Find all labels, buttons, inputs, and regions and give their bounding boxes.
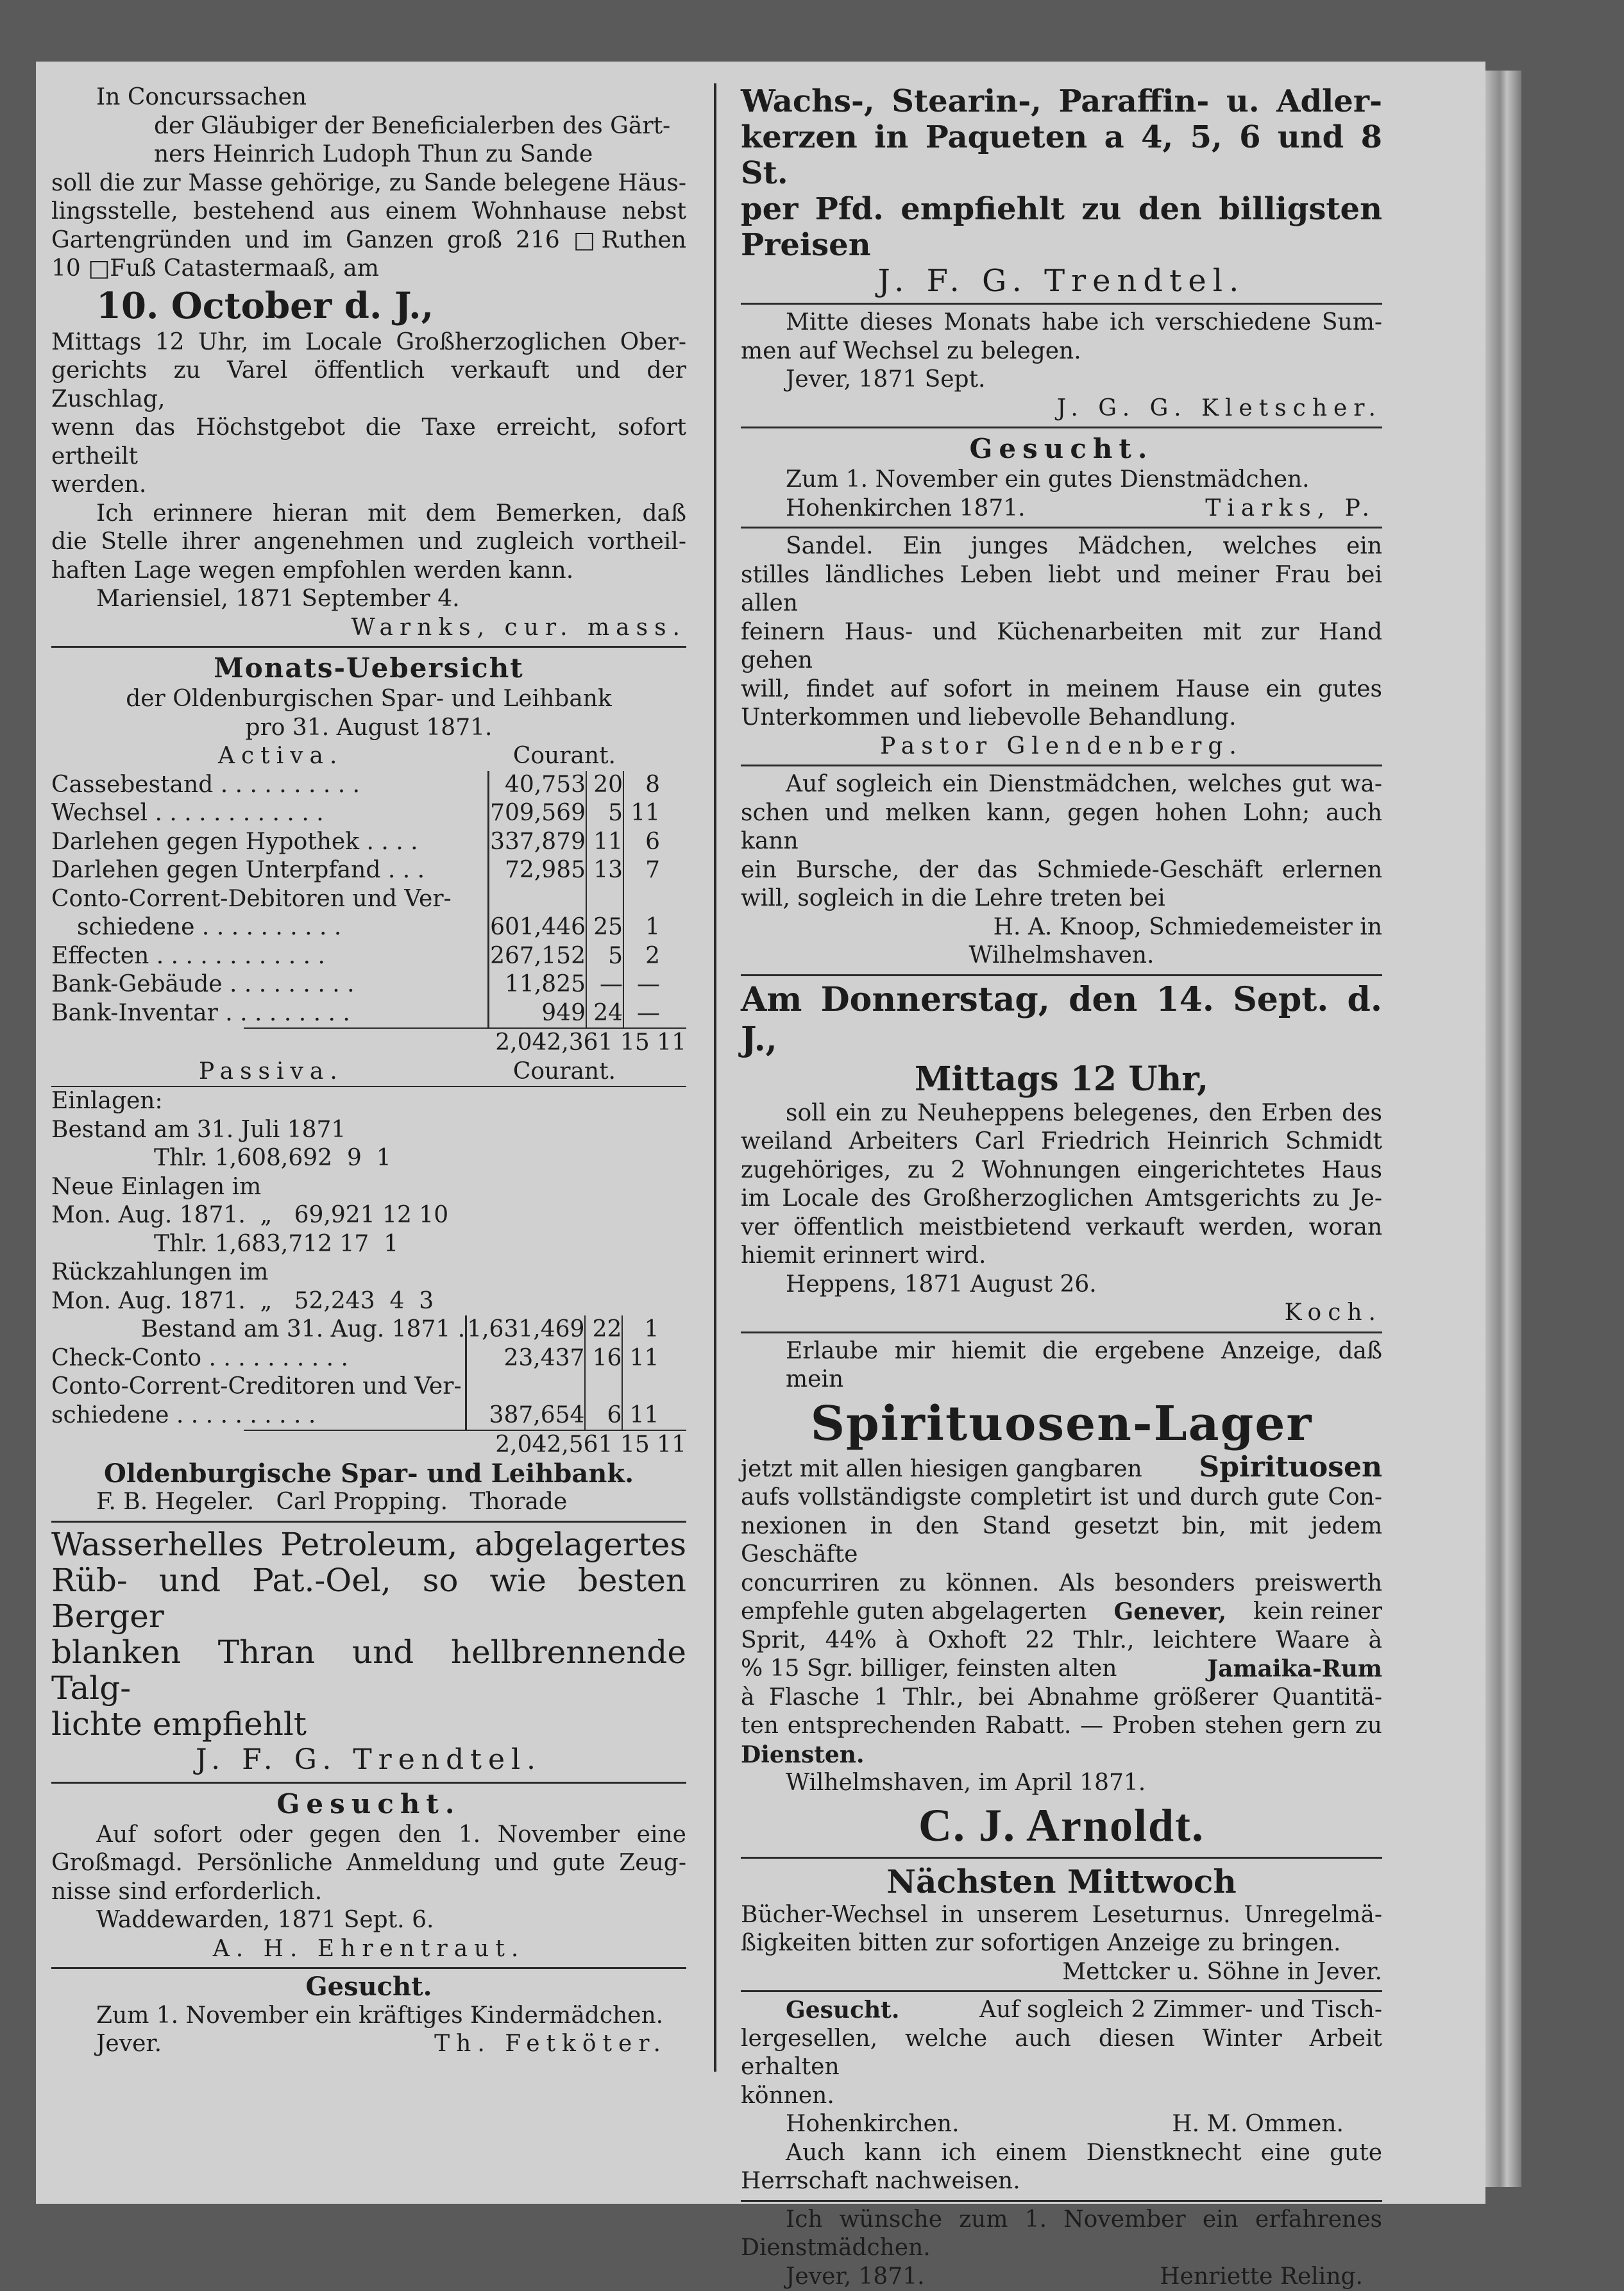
activa-heading: Activa. xyxy=(218,742,343,771)
table-row: Wechsel . . . . . . . . . . . . 709,569 5 11 xyxy=(51,799,660,828)
divider xyxy=(51,646,686,648)
text-line: ein Bursche, der das Schmiede-Geschäft erlernen xyxy=(741,856,1382,885)
text-line: Ich wünsche zum 1. November ein erfahrenes xyxy=(741,2206,1382,2235)
gesucht-ad-2 xyxy=(51,1973,686,2059)
courant-heading: Courant. xyxy=(513,1058,616,1086)
table-row: Bank-Inventar . . . . . . . . . 949 24 — xyxy=(51,999,660,1028)
table-row: Effecten . . . . . . . . . . . . 267,152 5 2 xyxy=(51,942,660,971)
divider xyxy=(741,1331,1382,1333)
text-line: Thlr. 1,683,712 17 1 xyxy=(51,1230,686,1259)
text-line: men auf Wechsel zu belegen. xyxy=(741,337,1382,366)
signers: F. B. Hegeler. Carl Propping. Thorade xyxy=(51,1488,686,1517)
signature: Th. Fetköter. xyxy=(434,2030,667,2059)
signature: H. A. Knoop, Schmiedemeister in xyxy=(741,913,1382,942)
left-column xyxy=(51,83,686,2059)
signature: J. F. G. Trendtel. xyxy=(741,263,1382,299)
text-line: der Gläubiger der Beneficialerben des Gärt- xyxy=(51,112,686,141)
divider xyxy=(741,2200,1382,2202)
sandel-ad xyxy=(741,532,1382,761)
column-divider xyxy=(714,83,716,2072)
text-line: Auf sofort oder gegen den 1. November eine xyxy=(51,1821,686,1850)
mittwoch-notice xyxy=(741,1863,1382,1987)
divider xyxy=(741,1990,1382,1992)
text-line: Auf sogleich 2 Zimmer- und Tisch- xyxy=(979,1996,1382,2025)
knoop-ad xyxy=(741,770,1382,970)
place-date: Mariensiel, 1871 September 4. xyxy=(51,585,686,614)
section-title: Gesucht. xyxy=(741,432,1382,466)
divider xyxy=(741,1857,1382,1859)
text-line: concurriren zu können. Als besonders preiswerth xyxy=(741,1569,1382,1598)
text-line: lingsstelle, bestehend aus einem Wohnhause nebst xyxy=(51,198,686,226)
table-row: Conto-Corrent-Debitoren und Ver- xyxy=(51,885,660,914)
text-line: Einlagen: xyxy=(51,1087,686,1116)
signature: Pastor Glendenberg. xyxy=(741,732,1382,761)
text-line: Auf sogleich ein Dienstmädchen, welches gut wa- xyxy=(741,770,1382,799)
text-line: können. xyxy=(741,2082,1382,2111)
text-line: blanken Thran und hellbrennende Talg- xyxy=(51,1634,686,1706)
text-line: Rückzahlungen im xyxy=(51,1258,686,1287)
table-row: Bank-Gebäude . . . . . . . . . 11,825 — — xyxy=(51,970,660,999)
right-column xyxy=(741,83,1382,2291)
text-line: die Stelle ihrer angenehmen und zugleich vortheil- xyxy=(51,528,686,557)
subtitle: pro 31. August 1871. xyxy=(51,714,686,743)
mitte-notice xyxy=(741,309,1382,423)
place-date: Wilhelmshaven, im April 1871. xyxy=(741,1769,1382,1798)
text-line: aufs vollständigste completirt ist und durch gute Con- xyxy=(741,1484,1382,1512)
signature: A. H. Ehrentraut. xyxy=(51,1935,686,1964)
divider xyxy=(51,1782,686,1784)
place-date: Jever, 1871 Sept. xyxy=(741,366,1382,394)
text-line: soll ein zu Neuheppens belegenes, den Erben des xyxy=(741,1099,1382,1128)
monats-uebersicht xyxy=(51,652,686,1517)
auction-date: 10. October d. J., xyxy=(51,283,686,328)
section-title: Monats-Uebersicht xyxy=(51,652,686,685)
passiva-table xyxy=(51,1315,659,1430)
section-title: Gesucht. xyxy=(51,1788,686,1821)
text-line: Neue Einlagen im xyxy=(51,1173,686,1202)
text-line: Wasserhelles Petroleum, abgelagertes xyxy=(51,1526,686,1562)
text-line: ver öffentlich meistbietend verkauft werden, woran xyxy=(741,1213,1382,1242)
text-line: kein reiner xyxy=(1253,1598,1382,1627)
section-title: Gesucht. xyxy=(51,1973,686,2002)
text-line: Erlaube mir hiemit die ergebene Anzeige, daß mein xyxy=(741,1337,1382,1394)
text-line: Sprit, 44% à Oxhoft 22 Thlr., leichtere Waare à xyxy=(741,1627,1382,1655)
petroleum-ad xyxy=(51,1526,686,1778)
place-date: Jever, 1871. xyxy=(786,2263,925,2291)
signature: Henriette Reling. xyxy=(1160,2263,1363,2291)
text-line: wenn das Höchstgebot die Taxe erreicht, sofort ertheilt xyxy=(51,414,686,471)
gesucht-ad-1 xyxy=(51,1788,686,1964)
text-line: nisse sind erforderlich. xyxy=(51,1878,686,1907)
activa-table xyxy=(51,771,660,1028)
gesucht-ad-4 xyxy=(741,1996,1382,2196)
text-line: feinern Haus- und Küchenarbeiten mit zur Hand gehen xyxy=(741,618,1382,675)
page-edge xyxy=(1485,71,1521,2187)
wachs-ad xyxy=(741,83,1382,299)
table-row: schiedene . . . . . . . . . . 387,654 6 11 xyxy=(51,1401,659,1430)
signature: Warnks, cur. mass. xyxy=(51,614,686,643)
text-line: zugehöriges, zu 2 Wohnungen eingerichtetes Haus xyxy=(741,1156,1382,1185)
place-date: Waddewarden, 1871 Sept. 6. xyxy=(51,1906,686,1935)
table-row: Cassebestand . . . . . . . . . . 40,753 20 8 xyxy=(51,771,660,800)
divider xyxy=(741,427,1382,428)
text-line: per Pfd. empfiehlt zu den billigsten Preisen xyxy=(741,191,1382,263)
text-line: nexionen in den Stand gesetzt bin, mit jedem Geschäfte xyxy=(741,1512,1382,1569)
text-line: Mitte dieses Monats habe ich verschiedene Sum- xyxy=(741,309,1382,337)
text-line: empfehle guten abgelagerten xyxy=(741,1598,1087,1627)
headline: Am Donnerstag, den 14. Sept. d. J., xyxy=(741,980,1382,1060)
place: Hohenkirchen 1871. xyxy=(786,495,1026,523)
text-line: stilles ländliches Leben liebt und meiner Frau bei allen xyxy=(741,561,1382,618)
table-row: Darlehen gegen Unterpfand . . . 72,985 13 7 xyxy=(51,856,660,885)
signature: H. M. Ommen. xyxy=(1172,2110,1344,2139)
activa-total: 2,042,361 15 11 xyxy=(51,1029,686,1058)
signature: Tiarks, P. xyxy=(1205,495,1376,523)
bank-name: Oldenburgische Spar- und Leihbank. xyxy=(51,1460,686,1489)
text-line: Dienstmädchen. xyxy=(741,2234,1382,2263)
text-line: jetzt mit allen hiesigen gangbaren xyxy=(741,1455,1142,1484)
text-line: à Flasche 1 Thlr., bei Abnahme größerer Quantitä- xyxy=(741,1684,1382,1712)
text-line: schen und melken kann, gegen hohen Lohn; auch kann xyxy=(741,799,1382,856)
text-line: Gartengründen und im Ganzen groß 216 □Ruthen xyxy=(51,226,686,255)
section-title: Nächsten Mittwoch xyxy=(741,1863,1382,1901)
text-line: Mittags 12 Uhr, im Locale Großherzoglichen Ober- xyxy=(51,328,686,357)
text-line: Bestand am 31. Juli 1871 xyxy=(51,1116,686,1145)
text-line: Mon. Aug. 1871. „ 69,921 12 10 xyxy=(51,1201,686,1230)
courant-heading: Courant. xyxy=(513,742,616,771)
signature: Mettcker u. Söhne in Jever. xyxy=(741,1958,1382,1987)
signature: J. G. G. Kletscher. xyxy=(741,394,1382,423)
text-line: Zum 1. November ein kräftiges Kindermädchen. xyxy=(51,2002,686,2031)
concurs-notice xyxy=(51,83,686,642)
signature: J. F. G. Trendtel. xyxy=(51,1742,686,1778)
text-line: Zum 1. November ein gutes Dienstmädchen. xyxy=(741,466,1382,495)
text-line: 10 □Fuß Catastermaaß, am xyxy=(51,255,686,283)
table-row: schiedene . . . . . . . . . . 601,446 25 1 xyxy=(51,913,660,942)
text-line: Herrschaft nachweisen. xyxy=(741,2167,1382,2196)
ad-title: Spirituosen-Lager xyxy=(741,1394,1382,1453)
subtitle: der Oldenburgischen Spar- und Leihbank xyxy=(51,685,686,714)
place: Jever. xyxy=(96,2030,162,2059)
divider xyxy=(741,527,1382,528)
divider xyxy=(51,1967,686,1969)
text-line: Diensten. xyxy=(741,1741,1382,1770)
text-line: % 15 Sgr. billiger, feinsten alten xyxy=(741,1655,1117,1684)
signature: C. J. Arnoldt. xyxy=(741,1798,1382,1853)
signature: Koch. xyxy=(741,1299,1382,1328)
text-line: Unterkommen und liebevolle Behandlung. xyxy=(741,704,1382,732)
text-line: kerzen in Paqueten a 4, 5, 6 und 8 St. xyxy=(741,119,1382,191)
text-line: soll die zur Masse gehörige, zu Sande belegene Häus- xyxy=(51,169,686,198)
reling-notice xyxy=(741,2206,1382,2291)
donnerstag-notice xyxy=(741,980,1382,1328)
text-line: werden. xyxy=(51,471,686,500)
text-line: ten entsprechenden Rabatt. — Proben stehen gern zu xyxy=(741,1712,1382,1741)
place: Wilhelmshaven. xyxy=(741,942,1382,970)
text-line: will, sogleich in die Lehre treten bei xyxy=(741,884,1382,913)
text-line: Ich erinnere hieran mit dem Bemerken, daß xyxy=(51,500,686,528)
highlight-word: Spirituosen xyxy=(1199,1453,1382,1482)
text-line: gerichts zu Varel öffentlich verkauft und der Zuschlag, xyxy=(51,357,686,414)
text-line: Großmagd. Persönliche Anmeldung und gute Zeug- xyxy=(51,1849,686,1878)
gesucht-ad-3 xyxy=(741,432,1382,523)
highlight-word: Jamaika-Rum xyxy=(1207,1655,1382,1684)
section-title: Gesucht. xyxy=(786,1996,899,2025)
table-row: Conto-Corrent-Creditoren und Ver- xyxy=(51,1373,659,1401)
text-line: will, findet auf sofort in meinem Hause ein gutes xyxy=(741,675,1382,704)
text-line: Thlr. 1,608,692 9 1 xyxy=(51,1144,686,1173)
text-line: weiland Arbeiters Carl Friedrich Heinrich Schmidt xyxy=(741,1128,1382,1156)
place: Hohenkirchen. xyxy=(786,2110,960,2139)
text-line: lichte empfiehlt xyxy=(51,1706,686,1742)
passiva-heading: Passiva. xyxy=(199,1058,344,1086)
divider xyxy=(741,303,1382,305)
text-line: haften Lage wegen empfohlen werden kann. xyxy=(51,557,686,586)
divider xyxy=(51,1521,686,1523)
text-line: Bücher-Wechsel in unserem Leseturnus. Unregelmä- xyxy=(741,1901,1382,1930)
text-line: Mon. Aug. 1871. „ 52,243 4 3 xyxy=(51,1287,686,1316)
text-line: Wachs-, Stearin-, Paraffin- u. Adler- xyxy=(741,83,1382,119)
spirituosen-ad xyxy=(741,1337,1382,1853)
headline-time: Mittags 12 Uhr, xyxy=(741,1060,1382,1099)
passiva-total: 2,042,561 15 11 xyxy=(51,1431,686,1460)
place-date: Heppens, 1871 August 26. xyxy=(741,1271,1382,1299)
text-line: Auch kann ich einem Dienstknecht eine gute xyxy=(741,2139,1382,2168)
text-line: im Locale des Großherzoglichen Amtsgerichts zu Je- xyxy=(741,1185,1382,1213)
text-line: hiemit erinnert wird. xyxy=(741,1242,1382,1271)
text-line: Rüb- und Pat.-Oel, so wie besten Berger xyxy=(51,1562,686,1634)
divider xyxy=(741,974,1382,976)
text-line: ners Heinrich Ludoph Thun zu Sande xyxy=(51,140,686,169)
table-row: Bestand am 31. Aug. 1871 . 1,631,469 22 1 xyxy=(51,1315,659,1344)
divider xyxy=(741,765,1382,766)
text-line: ßigkeiten bitten zur sofortigen Anzeige zu bringen. xyxy=(741,1929,1382,1958)
table-row: Darlehen gegen Hypothek . . . . 337,879 11 6 xyxy=(51,828,660,857)
text-line: lergesellen, welche auch diesen Winter Arbeit erhalten xyxy=(741,2025,1382,2082)
concurs-heading: In Concurssachen xyxy=(51,83,686,112)
text-line: Sandel. Ein junges Mädchen, welches ein xyxy=(741,532,1382,561)
table-row: Check-Conto . . . . . . . . . . 23,437 16 11 xyxy=(51,1344,659,1373)
highlight-word: Genever, xyxy=(1114,1598,1226,1627)
